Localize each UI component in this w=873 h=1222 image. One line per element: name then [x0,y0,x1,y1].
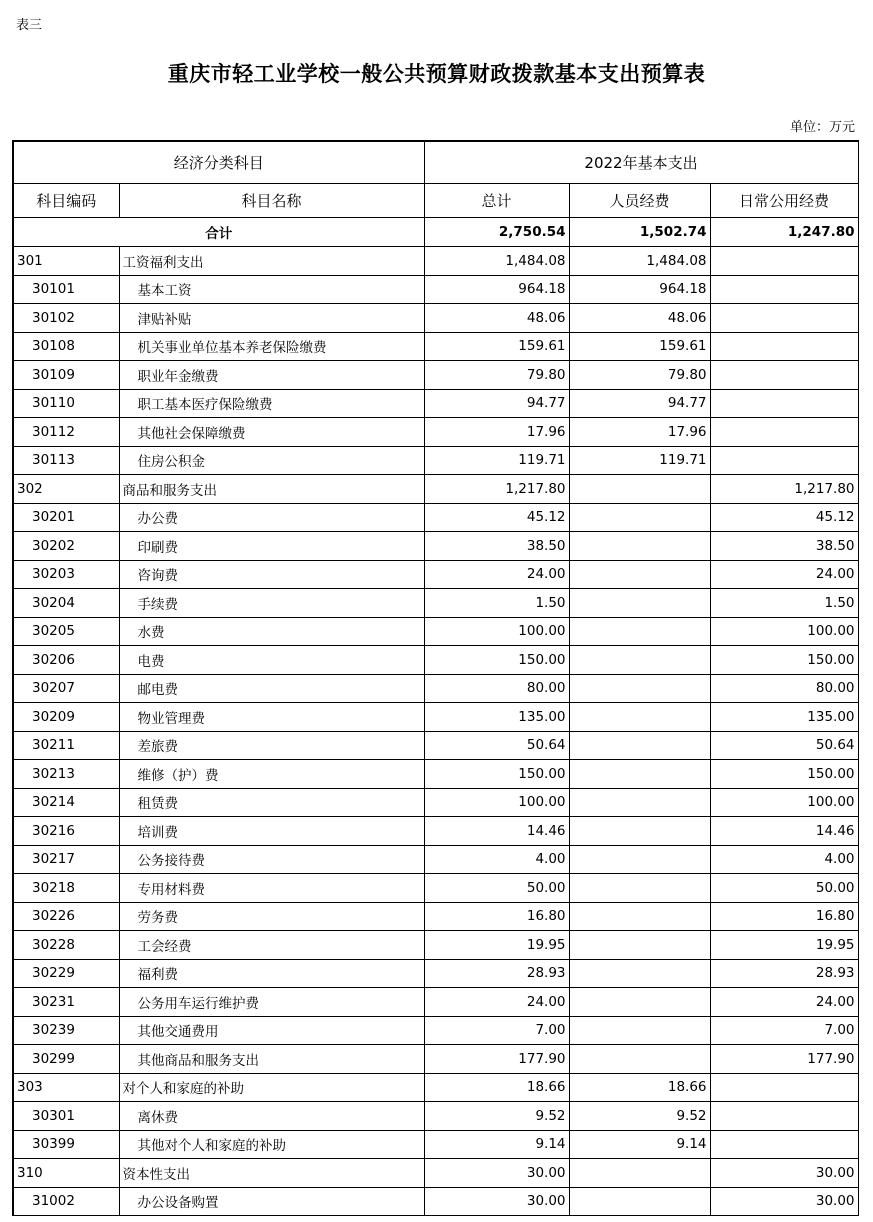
subject-code-cell: 30214 [13,788,119,817]
subject-name-cell: 邮电费 [119,674,424,703]
public-expense-cell [710,247,858,276]
subject-code-cell: 30226 [13,902,119,931]
personnel-expense-cell [569,988,710,1017]
personnel-expense-cell [569,560,710,589]
subject-name-cell: 其他商品和服务支出 [119,1045,424,1074]
table-row [13,760,858,789]
subject-code-cell: 30108 [13,332,119,361]
subject-name-cell: 物业管理费 [119,703,424,732]
public-expense-cell: 16.80 [710,902,858,931]
table-row [13,1130,858,1159]
total-cell: 100.00 [424,617,569,646]
subject-code-cell: 30218 [13,874,119,903]
total-cell: 48.06 [424,304,569,333]
personnel-expense-cell: 964.18 [569,275,710,304]
personnel-expense-cell: 18.66 [569,1073,710,1102]
public-expense-cell: 100.00 [710,617,858,646]
subject-name-cell: 咨询费 [119,560,424,589]
subject-name-cell: 对个人和家庭的补助 [119,1073,424,1102]
total-cell: 135.00 [424,703,569,732]
total-cell: 50.64 [424,731,569,760]
table-row [13,817,858,846]
public-expense-cell [710,1130,858,1159]
table-row [13,446,858,475]
subject-name-cell: 其他对个人和家庭的补助 [119,1130,424,1159]
total-cell: 1,217.80 [424,475,569,504]
public-expense-cell [710,275,858,304]
subject-code-cell: 310 [13,1159,119,1188]
personnel-expense-cell [569,731,710,760]
header-basic-expenditure-year: 2022年基本支出 [424,141,858,184]
public-expense-cell: 30.00 [710,1187,858,1216]
personnel-expense-cell [569,760,710,789]
table-row [13,845,858,874]
subject-code-cell: 30204 [13,589,119,618]
subject-code-cell: 30203 [13,560,119,589]
public-expense-cell: 80.00 [710,674,858,703]
public-expense-cell [710,446,858,475]
subject-code-cell: 30207 [13,674,119,703]
public-expense-cell: 150.00 [710,646,858,675]
total-cell: 9.14 [424,1130,569,1159]
subject-code-cell: 30211 [13,731,119,760]
subject-name-cell: 基本工资 [119,275,424,304]
subject-code-cell: 30113 [13,446,119,475]
header-public-expense: 日常公用经费 [710,184,858,218]
total-cell: 94.77 [424,389,569,418]
total-sum: 2,750.54 [424,218,569,247]
total-cell: 9.52 [424,1102,569,1131]
table-row [13,646,858,675]
subject-code-cell: 30239 [13,1016,119,1045]
subject-code-cell: 30209 [13,703,119,732]
subject-name-cell: 劳务费 [119,902,424,931]
unit-label: 单位：万元 [789,120,855,135]
subject-code-cell: 30216 [13,817,119,846]
total-cell: 119.71 [424,446,569,475]
table-row [13,731,858,760]
personnel-expense-cell [569,589,710,618]
total-public: 1,247.80 [710,218,858,247]
subject-code-cell: 30110 [13,389,119,418]
subject-name-cell: 离休费 [119,1102,424,1131]
personnel-expense-cell [569,475,710,504]
table-row [13,560,858,589]
table-row [13,275,858,304]
public-expense-cell: 1,217.80 [710,475,858,504]
subject-code-cell: 30213 [13,760,119,789]
subject-code-cell: 30202 [13,532,119,561]
total-personnel: 1,502.74 [569,218,710,247]
total-cell: 24.00 [424,560,569,589]
table-number-label: 表三 [16,18,43,33]
personnel-expense-cell: 159.61 [569,332,710,361]
subject-name-cell: 维修（护）费 [119,760,424,789]
subject-name-cell: 培训费 [119,817,424,846]
personnel-expense-cell [569,617,710,646]
total-cell: 80.00 [424,674,569,703]
public-expense-cell: 38.50 [710,532,858,561]
header-personnel-expense: 人员经费 [569,184,710,218]
public-expense-cell: 1.50 [710,589,858,618]
personnel-expense-cell [569,874,710,903]
table-row [13,304,858,333]
subject-name-cell: 其他社会保障缴费 [119,418,424,447]
total-cell: 100.00 [424,788,569,817]
subject-name-cell: 公务接待费 [119,845,424,874]
subject-name-cell: 公务用车运行维护费 [119,988,424,1017]
subject-name-cell: 办公费 [119,503,424,532]
public-expense-cell: 30.00 [710,1159,858,1188]
header-group-row [13,141,858,184]
table-row [13,1187,858,1216]
total-cell: 1.50 [424,589,569,618]
public-expense-cell [710,304,858,333]
public-expense-cell: 135.00 [710,703,858,732]
subject-code-cell: 30101 [13,275,119,304]
public-expense-cell [710,1102,858,1131]
personnel-expense-cell [569,902,710,931]
subject-name-cell: 办公设备购置 [119,1187,424,1216]
total-cell: 24.00 [424,988,569,1017]
total-cell: 150.00 [424,646,569,675]
personnel-expense-cell [569,532,710,561]
total-cell: 30.00 [424,1187,569,1216]
table-row [13,988,858,1017]
total-cell: 16.80 [424,902,569,931]
subject-name-cell: 租赁费 [119,788,424,817]
personnel-expense-cell [569,1045,710,1074]
personnel-expense-cell [569,703,710,732]
table-row [13,389,858,418]
subject-code-cell: 302 [13,475,119,504]
total-row [13,218,858,247]
public-expense-cell: 24.00 [710,560,858,589]
header-total: 总计 [424,184,569,218]
personnel-expense-cell [569,1016,710,1045]
table-row [13,1045,858,1074]
total-cell: 19.95 [424,931,569,960]
total-cell: 7.00 [424,1016,569,1045]
total-cell: 79.80 [424,361,569,390]
personnel-expense-cell: 17.96 [569,418,710,447]
total-cell: 28.93 [424,959,569,988]
subject-code-cell: 30206 [13,646,119,675]
public-expense-cell: 7.00 [710,1016,858,1045]
table-row [13,1102,858,1131]
subject-name-cell: 住房公积金 [119,446,424,475]
subject-name-cell: 机关事业单位基本养老保险缴费 [119,332,424,361]
public-expense-cell [710,361,858,390]
total-cell: 45.12 [424,503,569,532]
subject-name-cell: 福利费 [119,959,424,988]
subject-name-cell: 职业年金缴费 [119,361,424,390]
total-cell: 38.50 [424,532,569,561]
total-cell: 177.90 [424,1045,569,1074]
personnel-expense-cell [569,845,710,874]
subject-code-cell: 30399 [13,1130,119,1159]
subject-name-cell: 资本性支出 [119,1159,424,1188]
subject-name-cell: 工会经费 [119,931,424,960]
personnel-expense-cell [569,1159,710,1188]
header-subject-name: 科目名称 [119,184,424,218]
header-column-row [13,184,858,218]
personnel-expense-cell: 9.52 [569,1102,710,1131]
personnel-expense-cell: 79.80 [569,361,710,390]
page-title: 重庆市轻工业学校一般公共预算财政拨款基本支出预算表 [167,61,706,86]
personnel-expense-cell [569,646,710,675]
public-expense-cell [710,332,858,361]
subject-name-cell: 印刷费 [119,532,424,561]
subject-code-cell: 30231 [13,988,119,1017]
subject-code-cell: 30228 [13,931,119,960]
subject-name-cell: 水费 [119,617,424,646]
total-cell: 150.00 [424,760,569,789]
total-cell: 17.96 [424,418,569,447]
subject-name-cell: 差旅费 [119,731,424,760]
table-row [13,1016,858,1045]
table-row [13,247,858,276]
subject-name-cell: 津贴补贴 [119,304,424,333]
personnel-expense-cell [569,1187,710,1216]
personnel-expense-cell: 1,484.08 [569,247,710,276]
table-row [13,931,858,960]
subject-name-cell: 工资福利支出 [119,247,424,276]
table-row [13,589,858,618]
total-cell: 18.66 [424,1073,569,1102]
personnel-expense-cell [569,817,710,846]
table-row [13,361,858,390]
header-economic-classification: 经济分类科目 [13,141,424,184]
header-subject-code: 科目编码 [13,184,119,218]
personnel-expense-cell: 48.06 [569,304,710,333]
public-expense-cell: 50.00 [710,874,858,903]
public-expense-cell: 28.93 [710,959,858,988]
total-cell: 159.61 [424,332,569,361]
personnel-expense-cell: 119.71 [569,446,710,475]
public-expense-cell [710,1073,858,1102]
total-cell: 964.18 [424,275,569,304]
table-row [13,674,858,703]
total-cell: 30.00 [424,1159,569,1188]
subject-name-cell: 手续费 [119,589,424,618]
personnel-expense-cell [569,959,710,988]
public-expense-cell: 45.12 [710,503,858,532]
public-expense-cell [710,418,858,447]
public-expense-cell: 100.00 [710,788,858,817]
subject-code-cell: 31002 [13,1187,119,1216]
total-cell: 1,484.08 [424,247,569,276]
personnel-expense-cell: 94.77 [569,389,710,418]
subject-code-cell: 30102 [13,304,119,333]
subject-code-cell: 30112 [13,418,119,447]
table-row [13,1159,858,1188]
table-row [13,532,858,561]
table-row [13,418,858,447]
table-row [13,617,858,646]
table-row [13,874,858,903]
public-expense-cell: 150.00 [710,760,858,789]
public-expense-cell: 50.64 [710,731,858,760]
personnel-expense-cell [569,931,710,960]
subject-name-cell: 电费 [119,646,424,675]
total-cell: 14.46 [424,817,569,846]
budget-table [12,140,859,1216]
table-row [13,902,858,931]
table-row [13,332,858,361]
table-row [13,959,858,988]
public-expense-cell: 177.90 [710,1045,858,1074]
personnel-expense-cell [569,503,710,532]
table-row [13,703,858,732]
subject-code-cell: 30205 [13,617,119,646]
subject-code-cell: 301 [13,247,119,276]
public-expense-cell: 24.00 [710,988,858,1017]
subject-name-cell: 职工基本医疗保险缴费 [119,389,424,418]
subject-code-cell: 30229 [13,959,119,988]
public-expense-cell: 19.95 [710,931,858,960]
subject-code-cell: 30299 [13,1045,119,1074]
subject-code-cell: 303 [13,1073,119,1102]
subject-code-cell: 30301 [13,1102,119,1131]
public-expense-cell [710,389,858,418]
public-expense-cell: 4.00 [710,845,858,874]
subject-code-cell: 30217 [13,845,119,874]
table-row [13,1073,858,1102]
personnel-expense-cell [569,788,710,817]
table-row [13,788,858,817]
table-row [13,503,858,532]
total-cell: 50.00 [424,874,569,903]
public-expense-cell: 14.46 [710,817,858,846]
subject-code-cell: 30109 [13,361,119,390]
table-row [13,475,858,504]
subject-code-cell: 30201 [13,503,119,532]
total-label: 合计 [13,218,424,247]
subject-name-cell: 专用材料费 [119,874,424,903]
subject-name-cell: 商品和服务支出 [119,475,424,504]
total-cell: 4.00 [424,845,569,874]
personnel-expense-cell: 9.14 [569,1130,710,1159]
subject-name-cell: 其他交通费用 [119,1016,424,1045]
personnel-expense-cell [569,674,710,703]
